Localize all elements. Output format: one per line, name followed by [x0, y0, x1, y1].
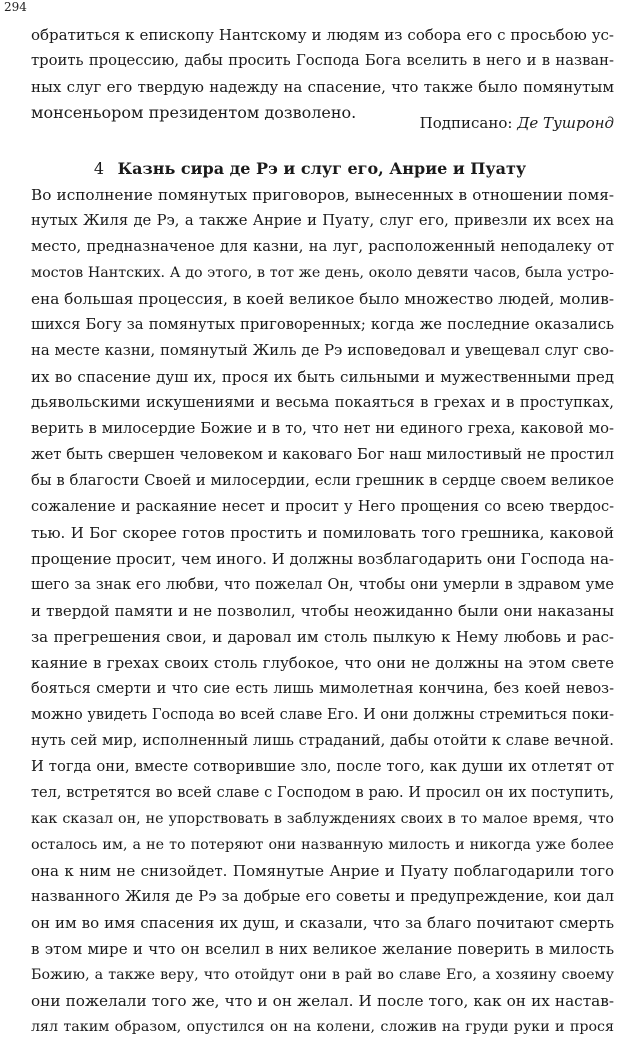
section-title: Казнь сира де Рэ и слуг его, Анрие и Пуату — [117, 159, 527, 178]
text-line: нутых Жиля де Рэ, а также Анрие и Пуату, слуг его, привезли их всех на — [31, 212, 614, 229]
text-line: их во спасение душ их, прося их быть сильными и мужественными пред — [31, 368, 614, 386]
text-line: шихся Богу за помянутых приговоренных; когда же последние оказались — [31, 316, 614, 333]
text-line: в этом мире и что он вселил в них великое желание поверить в милость — [31, 940, 614, 958]
page-number: 294 — [4, 0, 27, 14]
text-line: прощение просит, чем иного. И должны возблагодарить они Господа на- — [31, 550, 614, 568]
text-line: шего за знак его любви, что пожелал Он, чтобы они умерли в здравом уме — [31, 577, 614, 593]
text-line: дьявольскими искушениями и весьма покаяться в грехах и в проступках, — [31, 394, 614, 411]
section-heading — [0, 157, 620, 181]
signature-label: Подписано: — [419, 114, 513, 132]
text-line: как сказал он, не упорствовать в заблуждениях своих в то малое время, что — [31, 811, 614, 827]
text-line: мостов Нантских. А до этого, в тот же день, около девяти часов, была устро- — [31, 265, 614, 281]
text-line: на месте казни, помянутый Жиль де Рэ исповедовал и увещевал слуг сво- — [31, 342, 614, 359]
text-line: место, предназначеное для казни, на луг, расположенный неподалеку от — [31, 238, 614, 255]
text-line: тел, встретятся во всей славе с Господом в раю. И просил он их поступить, — [31, 785, 614, 801]
text-line: она к ним не снизойдет. Помянутые Анрие и Пуату поблагодарили того — [31, 862, 614, 880]
text-line: монсеньором президентом дозволено. — [31, 103, 357, 122]
section-number: 4 — [93, 159, 105, 178]
text-line: И тогда они, вместе сотворившие зло, после того, как души их отлетят от — [31, 758, 614, 775]
text-line: они пожелали того же, что и он желал. И после того, как он их настав- — [31, 992, 614, 1010]
top-paragraph — [31, 22, 614, 126]
text-line: жет быть свершен человеком и каковаго Бог наш милостивый не простил — [31, 446, 614, 463]
text-line: сожаление и раскаяние несет и просит у Него прощения со всею твердос- — [31, 499, 614, 515]
text-line: верить в милосердие Божие и в то, что нет ни единого греха, каковой мо- — [31, 420, 614, 437]
text-line: он им во имя спасения их душ, и сказали, что за благо почитают смерть — [31, 914, 614, 932]
text-line: за прегрешения свои, и даровал им столь пылкую к Нему любовь и рас- — [31, 628, 614, 646]
text-line: ных слуг его твердую надежду на спасение, что также было помянутым — [31, 78, 614, 96]
text-line: ена большая процессия, в коей великое было множество людей, молив- — [31, 290, 614, 308]
text-line: и твердой памяти и не позволил, чтобы неожиданно были они наказаны — [31, 602, 614, 620]
text-line: нуть сей мир, исполненный лишь страданий, дабы отойти к славе вечной. — [31, 732, 614, 749]
signature — [420, 112, 614, 134]
text-line: бояться смерти и что сие есть лишь мимолетная кончина, без коей невоз- — [31, 681, 614, 697]
text-line: можно увидеть Господа во всей славе Его. И они должны стремиться поки- — [31, 707, 614, 723]
text-line: Божию, а также веру, что отойдут они в рай во славе Его, а хозяину своему — [31, 967, 614, 983]
text-line: троить процессию, дабы просить Господа Бога вселить в него и в назван- — [31, 52, 614, 69]
text-line: бы в благости Своей и милосердии, если грешник в сердце своем великое — [31, 472, 614, 489]
signature-name: Де Тушронд — [517, 114, 614, 132]
text-line: лял таким образом, опустился он на колени, сложив на груди руки и прося — [31, 1019, 614, 1035]
text-line: тью. И Бог скорее готов простить и помиловать того грешника, каковой — [31, 524, 614, 542]
text-line: осталось им, а не то потеряют они названную милость и никогда уже более — [31, 837, 614, 853]
text-line: обратиться к епископу Нантскому и людям из собора его с просьбою ус- — [31, 26, 614, 44]
text-line: Во исполнение помянутых приговоров, вынесенных в отношении помя- — [31, 186, 614, 204]
text-line: каяние в грехах своих столь глубокое, что они не должны на этом свете — [31, 654, 614, 672]
text-line: названного Жиля де Рэ за добрые его советы и предупреждение, кои дал — [31, 888, 614, 905]
body-paragraph — [31, 182, 614, 1040]
